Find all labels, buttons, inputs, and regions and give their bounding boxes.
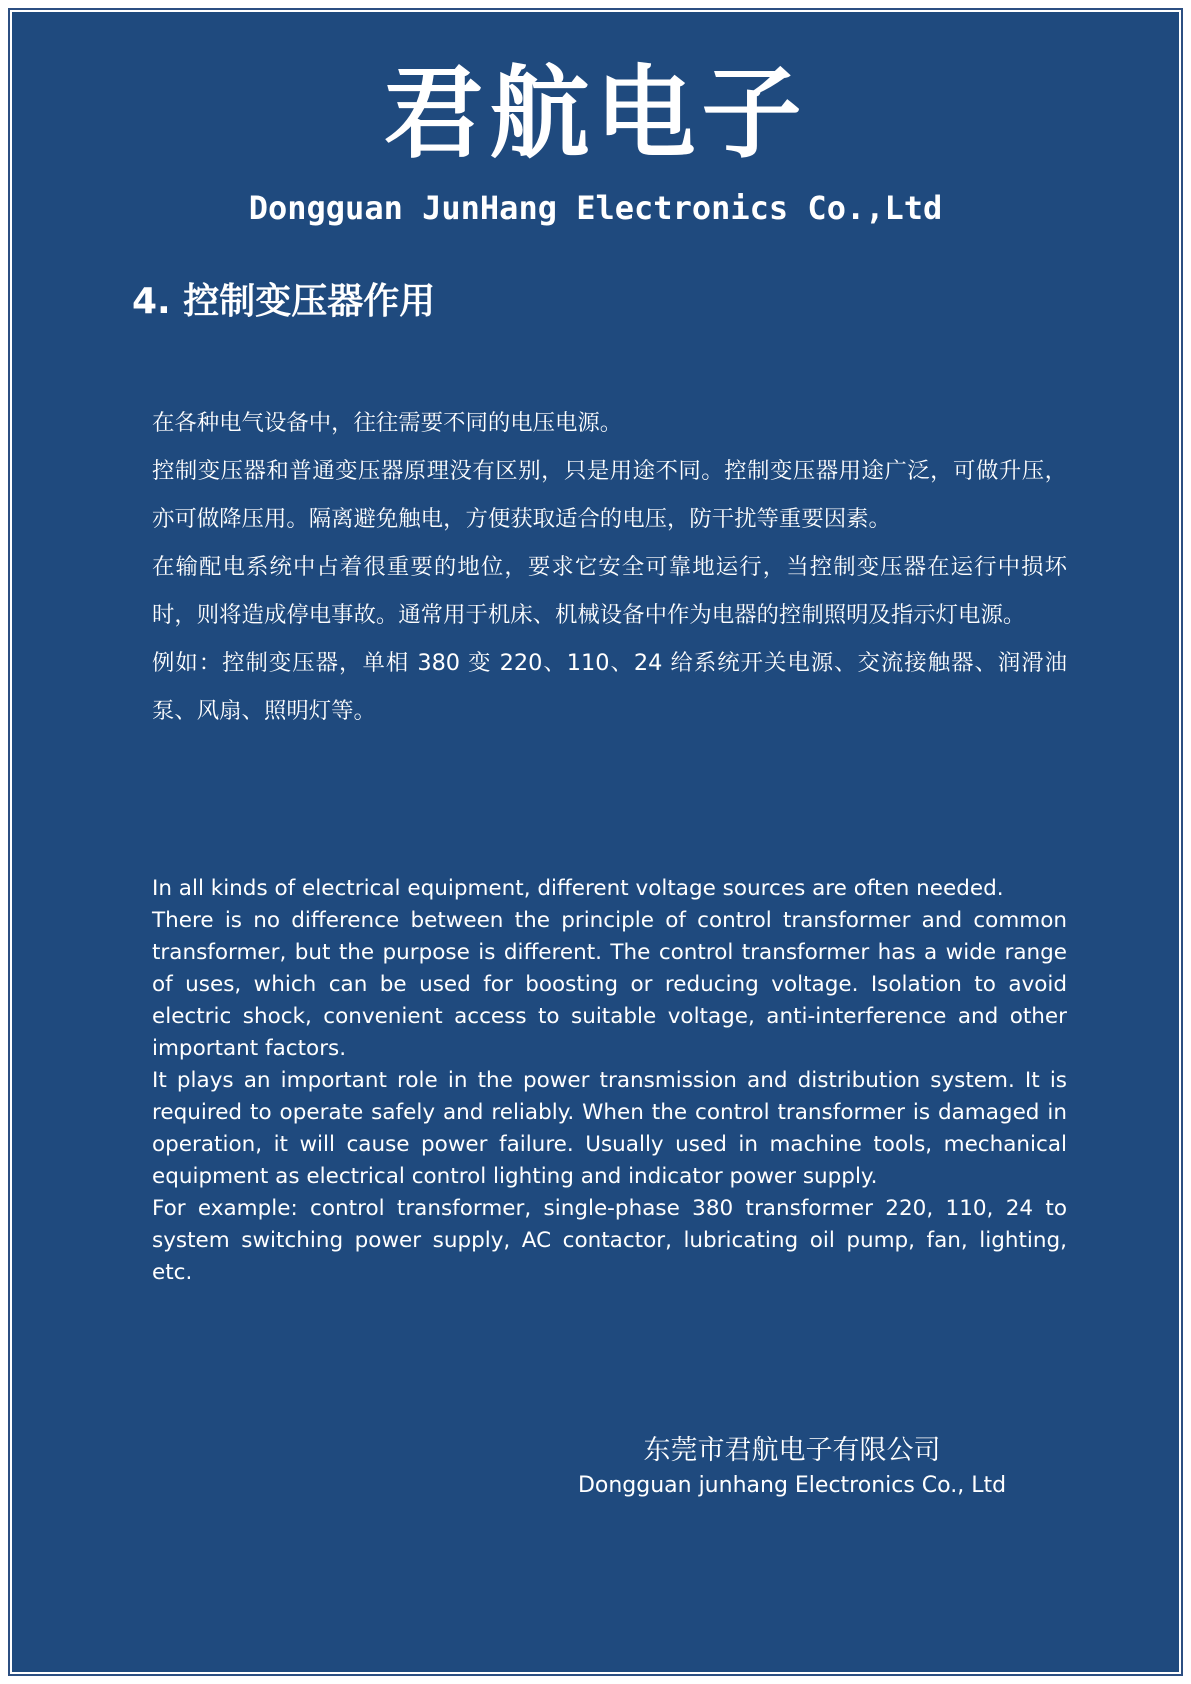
- cn-paragraph: 在各种电气设备中，往往需要不同的电压电源。: [152, 410, 623, 436]
- document-page: [12, 12, 1179, 1672]
- en-paragraph: For example: control transformer, single-phase 380 transformer 220, 110, 24 to system switching power supply, AC contactor, lubricating oil pump, fan, lighting, etc.: [152, 1196, 1067, 1285]
- cn-paragraph: 例如：控制变压器，单相 380 变 220、110、24 给系统开关电源、交流接触器、润滑油泵、风扇、照明灯等。: [152, 650, 1067, 724]
- brand-title-en: Dongguan JunHang Electronics Co.,Ltd: [248, 189, 943, 227]
- cn-paragraph: 在输配电系统中占着很重要的地位，要求它安全可靠地运行，当控制变压器在运行中损坏时，则将造成停电事故。通常用于机床、机械设备中作为电器的控制照明及指示灯电源。: [152, 554, 1067, 628]
- en-paragraph: In all kinds of electrical equipment, different voltage sources are often needed.: [152, 876, 1004, 901]
- brand-title-cn: 君航电子: [383, 55, 808, 172]
- chinese-body: [152, 399, 1067, 735]
- en-paragraph: It plays an important role in the power transmission and distribution system. It is required to operate safely and reliably. When the control transformer is damaged in operation, it will cause power failure. Usually used in machine tools, mechanical equipment as electrical control lighting and indicator power supply.: [152, 1068, 1067, 1189]
- footer-company-cn: 东莞市君航电子有限公司: [643, 1435, 941, 1466]
- english-body: [152, 873, 1067, 1289]
- cn-paragraph: 控制变压器和普通变压器原理没有区别，只是用途不同。控制变压器用途广泛，可做升压，亦可做降压用。隔离避免触电，方便获取适合的电压，防干扰等重要因素。: [152, 458, 1067, 532]
- section-heading: 4. 控制变压器作用: [132, 281, 436, 322]
- footer-company: [542, 1432, 1042, 1502]
- en-paragraph: There is no difference between the principle of control transformer and common transformer, but the purpose is different. The control transformer has a wide range of uses, which can be used for boosting or reducing voltage. Isolation to avoid electric shock, convenient access to suitable voltage, anti-interference and other important factors.: [152, 908, 1067, 1061]
- footer-company-en: Dongguan junhang Electronics Co., Ltd: [577, 1473, 1007, 1498]
